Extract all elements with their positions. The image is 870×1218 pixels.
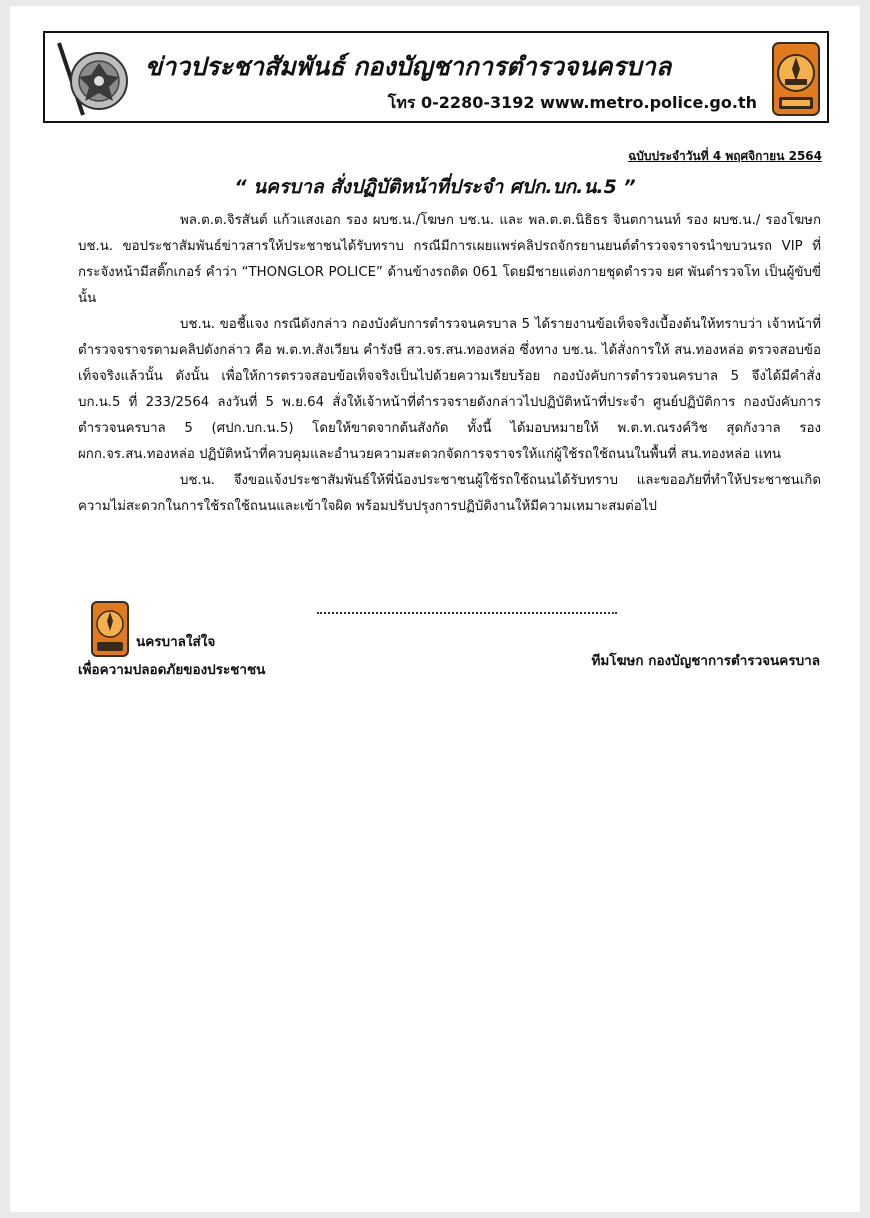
signature: ทีมโฆษก กองบัญชาการตำรวจนครบาล bbox=[591, 653, 820, 669]
letterhead bbox=[43, 31, 829, 123]
headline: “ นครบาล สั่งปฏิบัติหน้าที่ประจำ ศปก.บก.น.5 ” bbox=[234, 176, 636, 198]
header-contact: โทร 0-2280-3192 www.metro.police.go.th bbox=[387, 93, 757, 112]
press-release-page bbox=[10, 6, 860, 1212]
metropolitan-police-emblem-icon bbox=[771, 41, 821, 117]
issue-date: ฉบับประจำวันที่ 4 พฤศจิกายน 2564 bbox=[628, 149, 822, 163]
metropolitan-police-emblem-icon bbox=[90, 600, 130, 658]
article-body bbox=[78, 208, 821, 520]
paragraph-3: บช.น. จึงขอแจ้งประชาสัมพันธ์ให้พี่น้องประชาชนผู้ใช้รถใช้ถนนได้รับทราบ และขออภัยที่ทำให้ประชาชนเกิดความไม่สะดวกในการใช้รถใช้ถนนและเข้าใจผิด พร้อมปรับปรุงการปฏิบัติงานให้มีความเหมาะสมต่อไป bbox=[78, 473, 821, 514]
separator-line bbox=[317, 612, 617, 614]
paragraph-2: บช.น. ขอชี้แจง กรณีดังกล่าว กองบังคับการตำรวจนครบาล 5 ได้รายงานข้อเท็จจริงเบื้องต้นให้ทราบว่า เจ้าหน้าที่ตำรวจจราจรตามคลิปดังกล่าว คือ พ.ต.ท.สังเวียน คำรังษี สว.จร.สน.ทองหล่อ ซึ่งทาง บช.น. ได้สั่งการให้ สน.ทองหล่อ ตรวจสอบข้อเท็จจริงแล้วนั้น ดังนั้น เพื่อให้การตรวจสอบข้อเท็จจริงเป็นไปด้วยความเรียบร้อย กองบังคับการตำรวจนครบาล 5 จึงได้มีคำสั่ง บก.น.5 ที่ 233/2564 ลงวันที่ 5 พ.ย.64 สั่งให้เจ้าหน้าที่ตำรวจรายดังกล่าวไปปฏิบัติหน้าที่ประจำ ศูนย์ปฏิบัติการ กองบังคับการตำรวจนครบาล 5 (ศปก.บก.น.5) โดยให้ขาดจากต้นสังกัด ทั้งนี้ ได้มอบหมายให้ พ.ต.ท.ณรงค์วิช สุดกังวาล รอง ผกก.จร.สน.ทองหล่อ ปฏิบัติหน้าที่ควบคุมและอำนวยความสะดวกจัดการจราจรให้แก่ผู้ใช้รถใช้ถนนในพื้นที่ สน.ทองหล่อ แทน bbox=[78, 317, 821, 462]
slogan-line-1: นครบาลใส่ใจ bbox=[136, 634, 216, 650]
slogan-line-2: เพื่อความปลอดภัยของประชาชน bbox=[78, 662, 266, 678]
paragraph-1: พล.ต.ต.จิรสันต์ แก้วแสงเอก รอง ผบช.น./โฆษก บช.น. และ พล.ต.ต.นิธิธร จินตกานนท์ รอง ผบช.น./ รองโฆษก บช.น. ขอประชาสัมพันธ์ข่าวสารให้ประชาชนได้รับทราบ กรณีมีการเผยแพร่คลิปรถจักรยานยนต์ตำรวจจราจรนำขบวนรถ VIP ที่กระจังหน้ามีสติ๊กเกอร์ คำว่า “THONGLOR POLICE” ด้านข้างรถติด 061 โดยมีชายแต่งกายชุดตำรวจ ยศ พันตำรวจโท เป็นผู้ขับขี่ นั้น bbox=[78, 213, 821, 306]
police-garuda-emblem-icon bbox=[53, 39, 133, 119]
header-title: ข่าวประชาสัมพันธ์ กองบัญชาการตำรวจนครบาล bbox=[145, 52, 672, 81]
